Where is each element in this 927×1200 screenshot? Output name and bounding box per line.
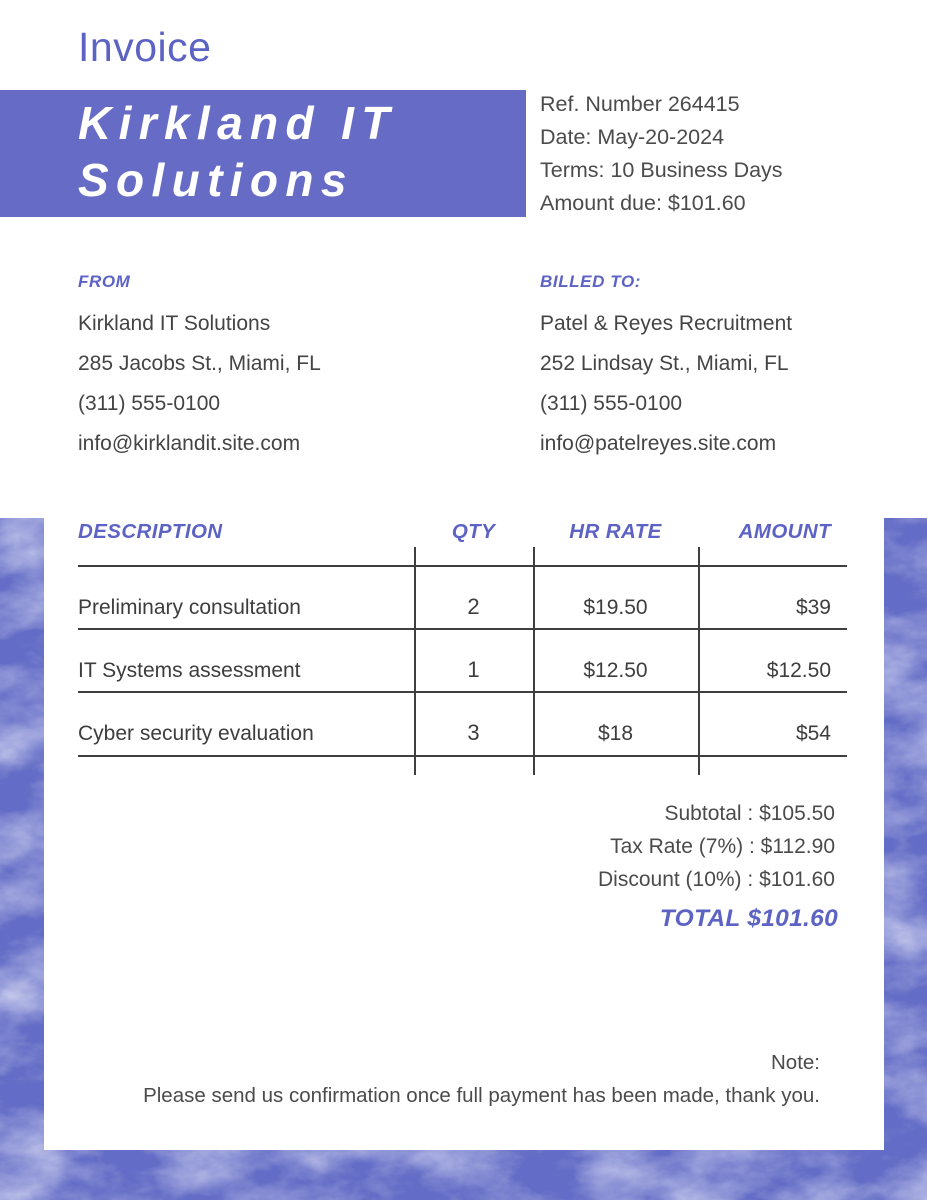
meta-date: Date: May-20-2024 xyxy=(540,125,725,149)
note-label: Note: xyxy=(771,1051,820,1074)
billed-to-section xyxy=(540,272,927,464)
grand-total xyxy=(434,905,838,933)
cell-hr-rate: $19.50 xyxy=(583,596,648,619)
invoice-meta xyxy=(540,88,920,220)
table-header-qty: QTY xyxy=(451,520,496,543)
tax-value: $112.90 xyxy=(760,835,835,858)
from-company: Kirkland IT Solutions xyxy=(78,312,271,335)
totals-section xyxy=(434,797,835,896)
table-column-divider xyxy=(414,547,416,775)
note-section xyxy=(100,1046,820,1112)
discount-label: Discount (10%) : xyxy=(598,868,754,891)
from-label: FROM xyxy=(78,272,131,291)
billed-to-label: BILLED TO: xyxy=(540,272,642,291)
table-divider xyxy=(78,755,847,757)
billed-to-address: 252 Lindsay St., Miami, FL xyxy=(540,352,789,375)
table-row xyxy=(78,628,847,691)
cell-hr-rate: $18 xyxy=(597,722,634,745)
billed-to-email: info@patelreyes.site.com xyxy=(540,432,777,455)
table-column-divider xyxy=(533,547,535,775)
table-header-row xyxy=(78,520,847,544)
subtotal-line xyxy=(434,797,835,830)
from-address: 285 Jacobs St., Miami, FL xyxy=(78,352,321,375)
cell-description: IT Systems assessment xyxy=(78,659,301,682)
cell-qty: 2 xyxy=(467,594,480,619)
cell-qty: 1 xyxy=(467,657,480,682)
table-column-divider xyxy=(698,547,700,775)
billed-to-company: Patel & Reyes Recruitment xyxy=(540,312,793,335)
table-divider xyxy=(78,565,847,567)
from-section xyxy=(78,272,478,464)
tax-label: Tax Rate (7%) : xyxy=(610,835,755,858)
from-email: info@kirklandit.site.com xyxy=(78,432,301,455)
from-phone: (311) 555-0100 xyxy=(78,392,221,415)
tax-line xyxy=(434,830,835,863)
table-header-hr-rate: HR RATE xyxy=(569,520,662,543)
table-divider xyxy=(78,628,847,630)
billed-to-phone: (311) 555-0100 xyxy=(540,392,683,415)
cell-description: Preliminary consultation xyxy=(78,596,301,619)
subtotal-value: $105.50 xyxy=(759,802,835,825)
grand-total-value: $101.60 xyxy=(747,905,838,932)
cell-amount: $39 xyxy=(795,596,831,619)
company-banner xyxy=(0,90,526,217)
cell-qty: 3 xyxy=(467,720,480,745)
cell-amount: $12.50 xyxy=(766,659,831,682)
subtotal-label: Subtotal : xyxy=(664,802,754,825)
meta-amount-due: Amount due: $101.60 xyxy=(540,191,746,215)
meta-terms: Terms: 10 Business Days xyxy=(540,158,783,182)
cell-amount: $54 xyxy=(795,722,831,745)
table-header-amount: AMOUNT xyxy=(738,520,831,543)
discount-value: $101.60 xyxy=(759,868,835,891)
items-table xyxy=(78,518,847,780)
table-row xyxy=(78,691,847,754)
table-row xyxy=(78,565,847,628)
page-title: Invoice xyxy=(78,24,212,70)
table-header-description: DESCRIPTION xyxy=(78,520,223,543)
cell-hr-rate: $12.50 xyxy=(583,659,648,682)
company-banner-name: Kirkland IT Solutions xyxy=(78,97,397,206)
discount-line xyxy=(434,863,835,896)
table-divider xyxy=(78,691,847,693)
meta-ref-number: Ref. Number 264415 xyxy=(540,92,740,116)
cell-description: Cyber security evaluation xyxy=(78,722,314,745)
note-text: Please send us confirmation once full payment has been made, thank you. xyxy=(143,1084,820,1107)
grand-total-label: TOTAL xyxy=(659,905,741,932)
